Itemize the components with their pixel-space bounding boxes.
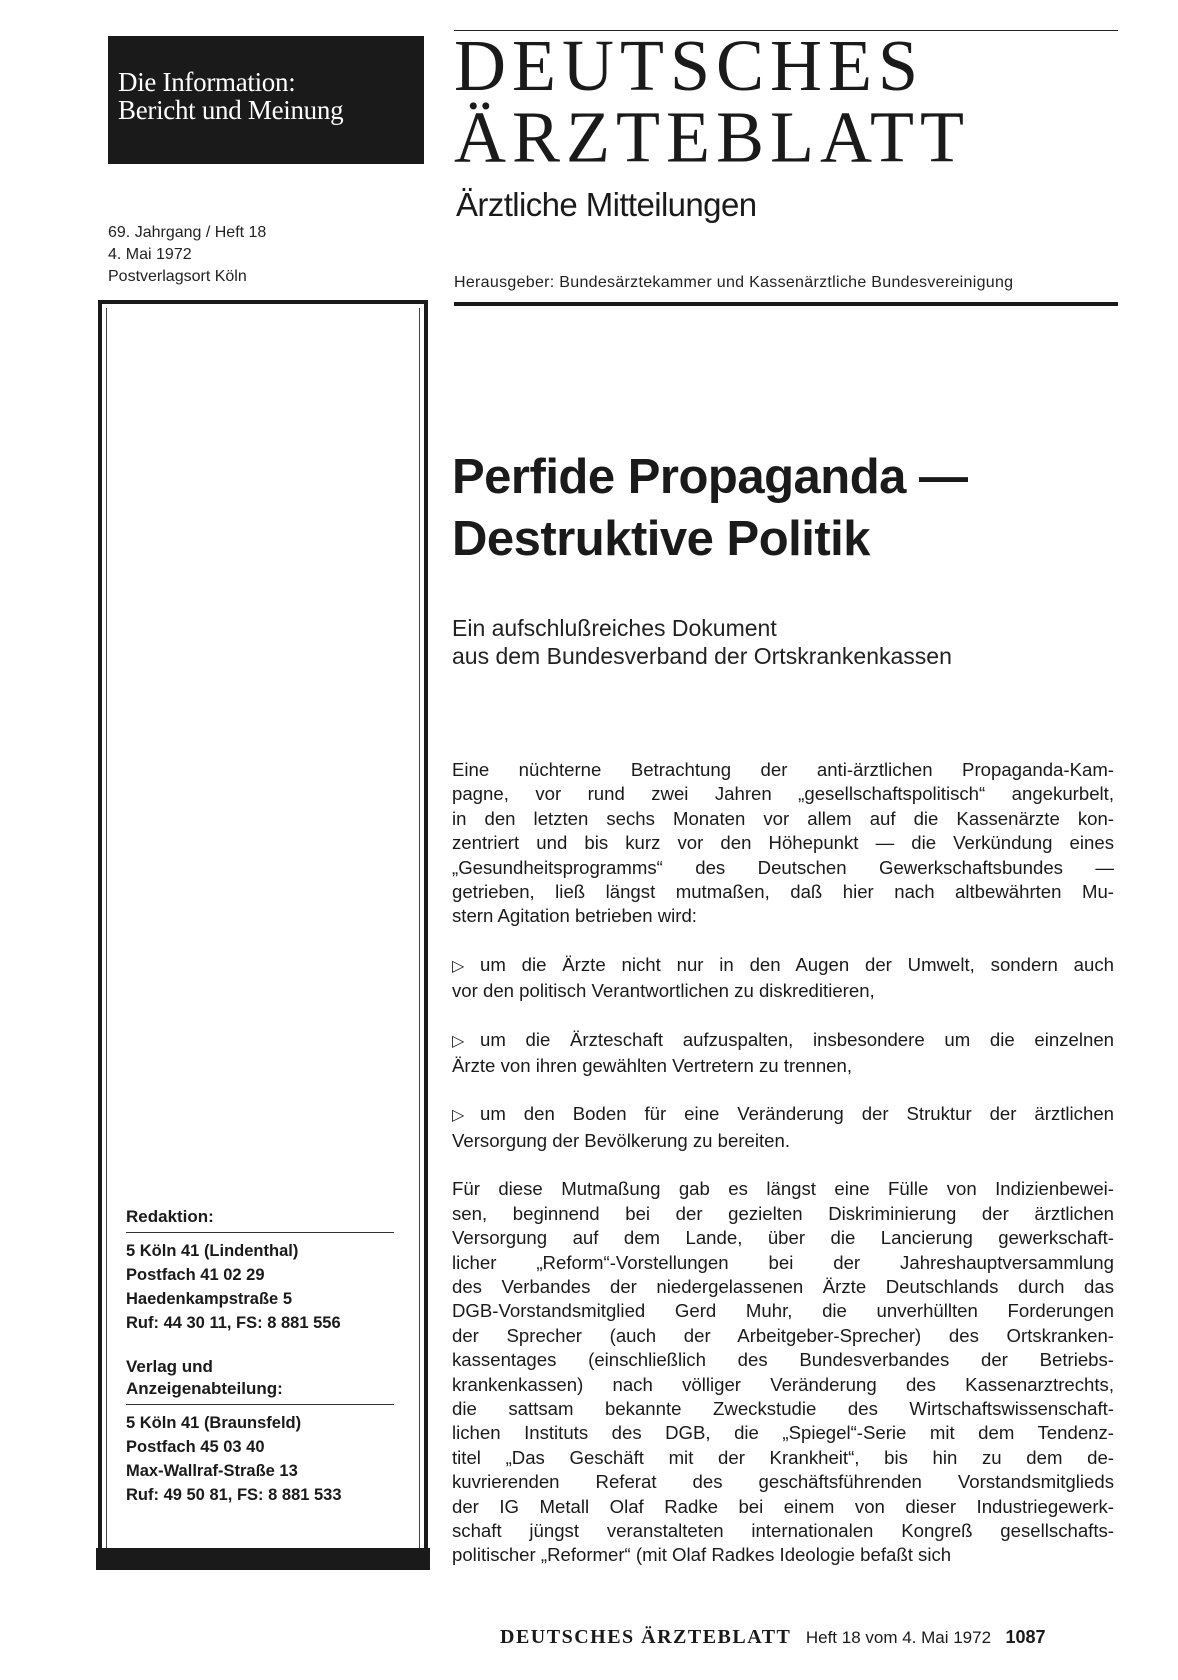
body-line: lichen Instituts des DGB, die „Spiegel“-Serie mit dem Tendenz-: [452, 1422, 1114, 1444]
headline-line1: Perfide Propaganda —: [452, 450, 968, 504]
body-line: titel „Das Geschäft mit der Krankheit“, bis hin zu dem de-: [452, 1446, 1114, 1468]
redaktion-line: Postfach 41 02 29: [126, 1266, 265, 1284]
verlag-line: Max-Wallraf-Straße 13: [126, 1462, 298, 1480]
body-line: DGB-Vorstandsmitglied Gerd Muhr, die unverhüllten Forderungen: [452, 1300, 1114, 1322]
bullet-item: [452, 1102, 1114, 1153]
body-line: Für diese Mutmaßung gab es längst eine Fülle von Indizienbewei-: [452, 1178, 1114, 1200]
info-box-line1: Die Information:: [118, 67, 296, 97]
masthead-subtitle: Ärztliche Mitteilungen: [456, 186, 757, 223]
masthead-title-line1: DEUTSCHES: [454, 24, 925, 107]
subheadline-line1: Ein aufschlußreiches Dokument: [452, 615, 777, 641]
redaktion-heading: Redaktion:: [126, 1207, 214, 1226]
body-line: politischer „Reformer“ (mit Olaf Radkes Ideologie befaßt sich: [452, 1544, 952, 1566]
article-headline: [452, 446, 1112, 570]
issue-volume: 69. Jahrgang / Heft 18: [108, 224, 267, 241]
masthead-rule-bottom: [454, 302, 1118, 306]
redaktion-line: Ruf: 44 30 11, FS: 8 881 556: [126, 1314, 341, 1332]
body-line: zentriert und bis kurz vor den Höhepunkt — die Verkündung eines: [452, 832, 1114, 854]
masthead-title: [454, 24, 1134, 178]
body-line: Versorgung auf dem Lande, über die Lancierung gewerkschaft-: [452, 1227, 1114, 1249]
bullet-line: um die Ärzte nicht nur in den Augen der Umwelt, sondern auch: [480, 953, 1114, 975]
body-line: „Gesundheitsprogramms“ des Deutschen Gewerkschaftsbundes —: [452, 856, 1114, 878]
page-number: 1087: [1005, 1627, 1046, 1647]
paragraph-2: [452, 1177, 1114, 1568]
body-line: kuvrierenden Referat des geschäftsführenden Vorstandsmitglieds: [452, 1471, 1114, 1493]
verlag-line: Ruf: 49 50 81, FS: 8 881 533: [126, 1486, 342, 1504]
bullet-item: [452, 1028, 1114, 1079]
body-line: stern Agitation betrieben wird:: [452, 905, 697, 927]
headline-line2: Destruktive Politik: [452, 512, 871, 566]
masthead-title-line2: ÄRZTEBLATT: [454, 96, 970, 178]
body-line: die sattsam bekannte Zweckstudie des Wirtschaftswissenschaft-: [452, 1397, 1114, 1419]
article-body: [452, 758, 1114, 1568]
verlag-rule: [126, 1404, 394, 1405]
body-line: in den letzten sechs Monaten vor allem auf die Kassenärzte kon-: [452, 807, 1114, 829]
triangle-bullet-icon: ▷: [452, 1107, 465, 1125]
contact-redaktion: [126, 1206, 396, 1335]
verlag-line: 5 Köln 41 (Braunsfeld): [126, 1414, 302, 1432]
redaktion-rule: [126, 1232, 394, 1233]
body-line: licher „Reform“-Vorstellungen bei der Jahreshauptversammlung: [452, 1251, 1114, 1273]
publisher-line: Herausgeber: Bundesärztekammer und Kassenärztliche Bundesvereinigung: [454, 274, 1014, 291]
verlag-heading-line2: Anzeigenabteilung:: [126, 1379, 283, 1398]
verlag-line: Postfach 45 03 40: [126, 1438, 265, 1456]
footer-issue: Heft 18 vom 4. Mai 1972: [805, 1628, 992, 1647]
body-line: der Sprecher (auch der Arbeitgeber-Sprecher) des Ortskranken-: [452, 1324, 1114, 1346]
info-box-line2: Bericht und Meinung: [118, 95, 344, 125]
triangle-bullet-icon: ▷: [452, 957, 465, 975]
bullet-line: um den Boden für eine Veränderung der Struktur der ärztlichen: [480, 1103, 1114, 1125]
bullet-line: Versorgung der Bevölkerung zu bereiten.: [452, 1129, 791, 1151]
body-line: getrieben, ließ längst mutmaßen, daß hier nach altbewährten Mu-: [452, 881, 1114, 903]
issue-meta: [108, 222, 408, 288]
body-line: kassentages (einschließlich des Bundesverbandes der Betriebs-: [452, 1349, 1114, 1371]
bullet-item: [452, 953, 1114, 1004]
subheadline-line2: aus dem Bundesverband der Ortskrankenkassen: [452, 643, 952, 669]
redaktion-line: 5 Köln 41 (Lindenthal): [126, 1242, 299, 1260]
verlag-heading-line1: Verlag und: [126, 1357, 213, 1376]
bullet-line: Ärzte von ihren gewählten Vertretern zu trennen,: [452, 1055, 853, 1077]
footer-magazine: DEUTSCHES ÄRZTEBLATT: [500, 1626, 792, 1648]
article-subheadline: [452, 614, 1112, 670]
issue-date: 4. Mai 1972: [108, 246, 192, 263]
issue-place: Postverlagsort Köln: [108, 268, 247, 285]
paragraph-1: [452, 758, 1114, 929]
bullet-line: um die Ärzteschaft aufzuspalten, insbesondere um die einzelnen: [480, 1028, 1114, 1050]
section-info-box: [108, 36, 424, 164]
triangle-bullet-icon: ▷: [452, 1032, 465, 1050]
bullet-line: vor den politisch Verantwortlichen zu diskreditieren,: [452, 980, 875, 1002]
left-column-bottom-bar: [96, 1548, 430, 1570]
body-line: krankenkassen) nach völliger Veränderung des Kassenarztrechts,: [452, 1373, 1114, 1395]
body-line: Eine nüchterne Betrachtung der anti-ärztlichen Propaganda-Kam-: [452, 759, 1114, 780]
contact-verlag: [126, 1356, 396, 1507]
body-line: pagne, vor rund zwei Jahren „gesellschaftspolitisch“ angekurbelt,: [452, 783, 1114, 805]
page-footer: [500, 1626, 1046, 1649]
body-line: der IG Metall Olaf Radke bei einem von dieser Industriegewerk-: [452, 1495, 1114, 1517]
body-line: des Verbandes der niedergelassenen Ärzte Deutschlands durch das: [452, 1275, 1114, 1297]
body-line: sen, beginnend bei der gezielten Diskriminierung der ärztlichen: [452, 1202, 1114, 1224]
body-line: schaft jüngst veranstalteten internationalen Kongreß gesellschafts-: [452, 1519, 1114, 1541]
redaktion-line: Haedenkampstraße 5: [126, 1290, 292, 1308]
